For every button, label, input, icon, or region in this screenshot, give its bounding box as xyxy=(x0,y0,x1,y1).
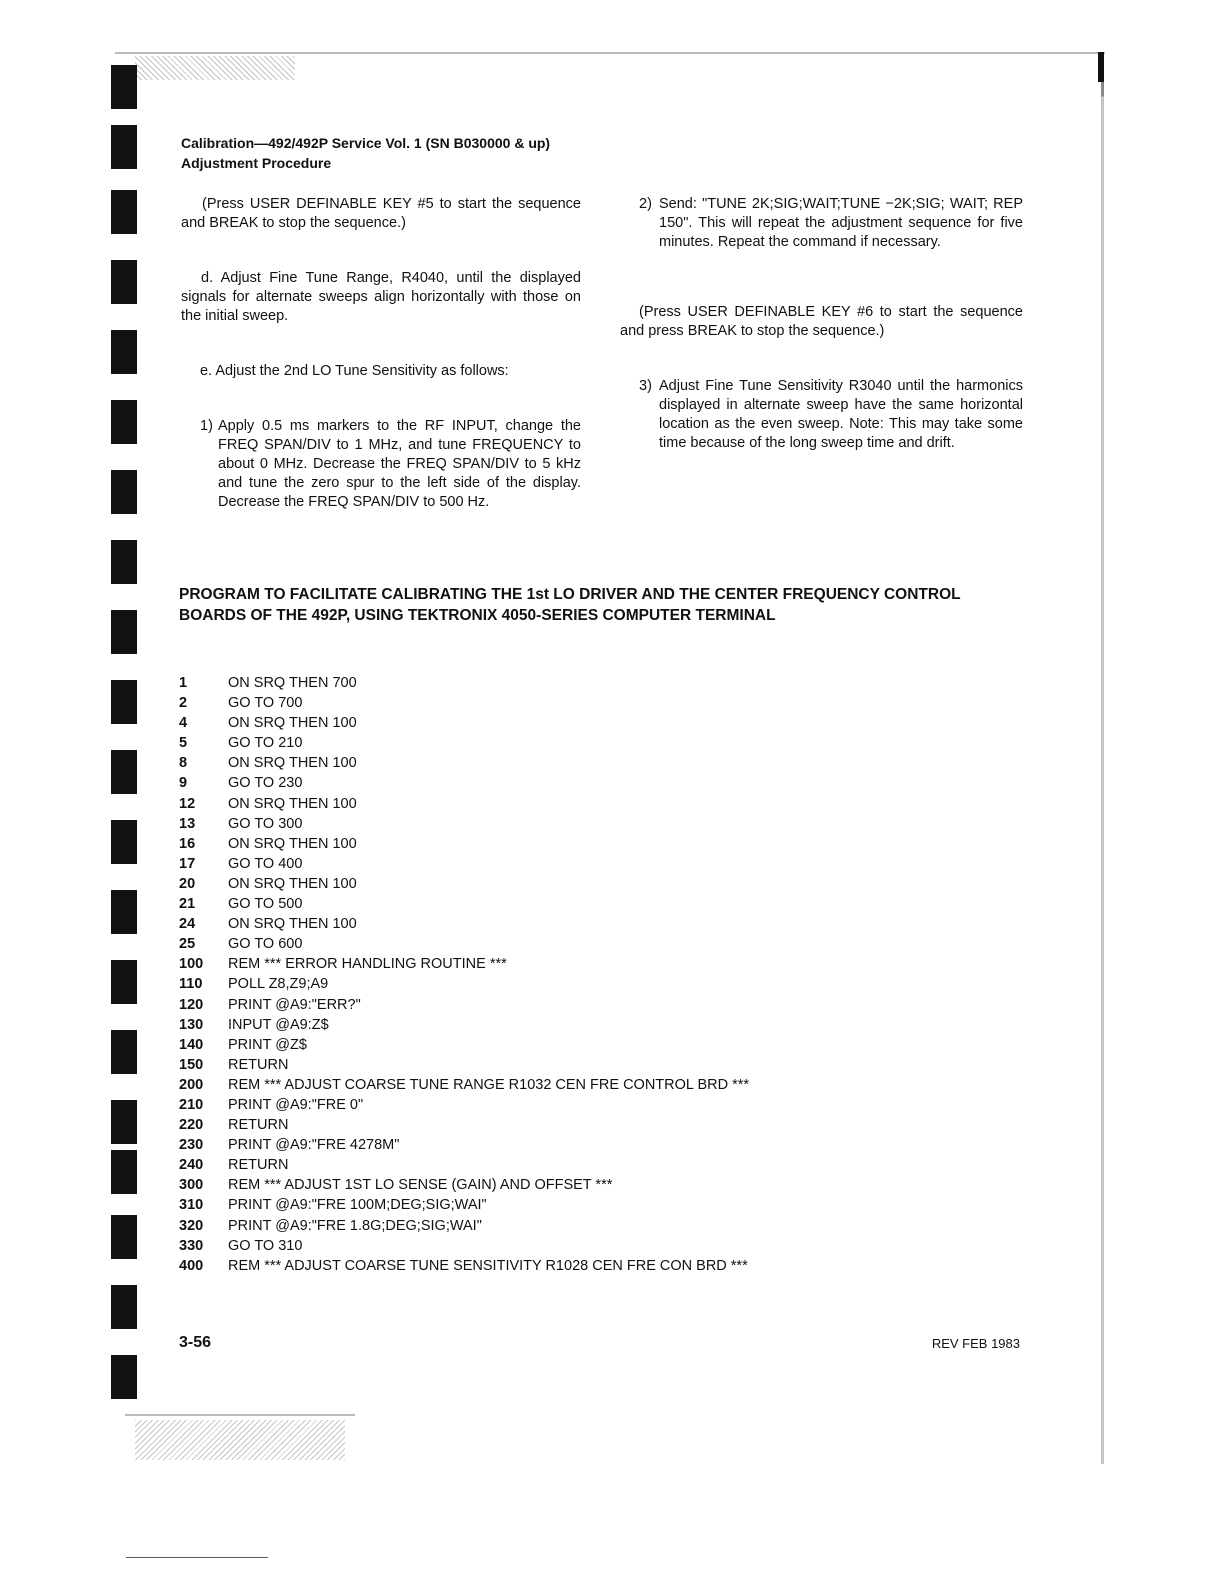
program-line xyxy=(179,673,749,693)
binder-tab xyxy=(111,400,137,444)
line-statement: REM *** ERROR HANDLING ROUTINE *** xyxy=(228,956,507,973)
line-number: 220 xyxy=(179,1117,204,1134)
line-statement: ON SRQ THEN 100 xyxy=(228,916,357,933)
program-line xyxy=(179,693,749,713)
line-statement: GO TO 500 xyxy=(228,896,303,913)
scan-noise-top xyxy=(135,56,295,80)
binder-tab xyxy=(111,330,137,374)
line-statement: ON SRQ THEN 700 xyxy=(228,675,357,691)
binder-tab xyxy=(111,1285,137,1329)
line-statement: REM *** ADJUST COARSE TUNE RANGE R1032 CEN FRE CONTROL BRD *** xyxy=(228,1076,750,1093)
program-line xyxy=(179,954,749,974)
line-statement: ON SRQ THEN 100 xyxy=(228,715,357,732)
header-subtitle: Adjustment Procedure xyxy=(181,155,332,171)
line-statement: ON SRQ THEN 100 xyxy=(228,875,357,892)
program-line xyxy=(179,1155,749,1175)
line-number: 2 xyxy=(179,695,188,712)
press-key5-note: (Press USER DEFINABLE KEY #5 to start the sequence and BREAK to stop the sequence.) xyxy=(181,196,581,231)
step-3: Adjust Fine Tune Sensitivity R3040 until the harmonics displayed in alternate sweep have the same horizontal location as the even sweep. Note: This may take some time because of the long sweep time and drift. xyxy=(659,378,1023,451)
line-number: 100 xyxy=(179,956,204,973)
line-number: 16 xyxy=(179,835,196,852)
program-line xyxy=(179,1216,749,1236)
line-number: 200 xyxy=(179,1076,204,1093)
line-statement: PRINT @A9:"FRE 0" xyxy=(228,1096,364,1113)
scan-edge-top xyxy=(115,52,1105,54)
program-line xyxy=(179,713,749,733)
binder-tab xyxy=(111,540,137,584)
binder-tab xyxy=(111,1215,137,1259)
page-right-mark xyxy=(1098,52,1104,82)
line-number: 120 xyxy=(179,996,204,1013)
line-statement: PRINT @A9:"FRE 100M;DEG;SIG;WAI" xyxy=(228,1197,487,1214)
program-line xyxy=(179,934,749,954)
program-line xyxy=(179,814,749,834)
line-number: 8 xyxy=(179,755,188,772)
program-line xyxy=(179,1135,749,1155)
line-number: 230 xyxy=(179,1137,204,1154)
line-statement: GO TO 700 xyxy=(228,695,303,712)
line-number: 12 xyxy=(179,795,196,812)
binder-tab xyxy=(111,1355,137,1399)
page-right-edge xyxy=(1101,54,1104,1464)
binder-tab xyxy=(111,190,137,234)
binder-tab xyxy=(111,750,137,794)
program-line xyxy=(179,794,749,814)
binder-tab xyxy=(111,610,137,654)
program-heading: PROGRAM TO FACILITATE CALIBRATING THE 1st LO DRIVER AND THE CENTER FREQUENCY CONTROL BOARDS OF THE 492P, USING TEKTRONIX 4050-SERIES COMPUTER TERMINAL xyxy=(179,586,961,624)
line-statement: GO TO 600 xyxy=(228,936,303,953)
line-statement: PRINT @A9:"FRE 1.8G;DEG;SIG;WAI" xyxy=(228,1217,482,1234)
program-line xyxy=(179,1075,749,1095)
step-2-number: 2) xyxy=(639,196,652,212)
line-number: 330 xyxy=(179,1237,204,1254)
line-statement: GO TO 230 xyxy=(228,775,303,792)
program-line xyxy=(179,1175,749,1195)
line-statement: PRINT @Z$ xyxy=(228,1036,307,1053)
line-number: 300 xyxy=(179,1177,204,1194)
line-number: 5 xyxy=(179,735,188,752)
program-line xyxy=(179,773,749,793)
binder-tab xyxy=(111,680,137,724)
program-line xyxy=(179,1035,749,1055)
line-statement: ON SRQ THEN 100 xyxy=(228,755,357,772)
step-e: e. Adjust the 2nd LO Tune Sensitivity as follows: xyxy=(200,363,509,379)
line-number: 24 xyxy=(179,916,196,933)
line-statement: GO TO 300 xyxy=(228,815,303,832)
line-number: 240 xyxy=(179,1157,204,1174)
page-header xyxy=(181,133,550,173)
line-number: 4 xyxy=(179,715,188,732)
program-line xyxy=(179,854,749,874)
line-number: 310 xyxy=(179,1197,204,1214)
scan-edge-bottom xyxy=(125,1414,355,1416)
binder-tab xyxy=(111,1030,137,1074)
program-line xyxy=(179,1095,749,1115)
header-title: Calibration—492/492P Service Vol. 1 (SN B030000 & up) xyxy=(181,135,551,151)
program-line xyxy=(179,894,749,914)
press-key6-note: (Press USER DEFINABLE KEY #6 to start the sequence and press BREAK to stop the sequence.) xyxy=(620,304,1023,339)
program-line xyxy=(179,1236,749,1256)
line-statement: REM *** ADJUST 1ST LO SENSE (GAIN) AND OFFSET *** xyxy=(228,1177,613,1194)
line-number: 9 xyxy=(179,775,188,792)
program-line xyxy=(179,1256,749,1276)
binder-tab xyxy=(111,125,137,169)
line-number: 20 xyxy=(179,875,196,892)
step-2: Send: "TUNE 2K;SIG;WAIT;TUNE −2K;SIG; WAIT; REP 150". This will repeat the adjustment sequence for five minutes. Repeat the command if necessary. xyxy=(659,196,1023,250)
program-line xyxy=(179,974,749,994)
program-line xyxy=(179,733,749,753)
line-statement: GO TO 210 xyxy=(228,735,303,752)
line-statement: RETURN xyxy=(228,1056,289,1073)
program-line xyxy=(179,753,749,773)
program-line xyxy=(179,1195,749,1215)
line-number: 210 xyxy=(179,1096,204,1113)
line-statement: ON SRQ THEN 100 xyxy=(228,795,357,812)
line-number: 150 xyxy=(179,1056,204,1073)
line-statement: REM *** ADJUST COARSE TUNE SENSITIVITY R1028 CEN FRE CON BRD *** xyxy=(228,1257,748,1274)
binder-tab xyxy=(111,820,137,864)
program-line xyxy=(179,995,749,1015)
line-number: 400 xyxy=(179,1257,204,1274)
line-number: 13 xyxy=(179,815,196,832)
line-number: 110 xyxy=(179,976,203,993)
binder-tab xyxy=(111,960,137,1004)
line-number: 25 xyxy=(179,936,196,953)
revision-date: REV FEB 1983 xyxy=(931,1336,1020,1351)
line-statement: RETURN xyxy=(228,1117,289,1134)
binder-tab xyxy=(111,65,137,109)
binder-tab xyxy=(111,470,137,514)
line-number: 21 xyxy=(179,896,196,913)
step-d: d. Adjust Fine Tune Range, R4040, until the displayed signals for alternate sweeps align horizontally with those on the initial sweep. xyxy=(181,270,581,324)
line-number: 140 xyxy=(179,1036,204,1053)
line-statement: ON SRQ THEN 100 xyxy=(228,835,357,852)
scan-noise-bottom xyxy=(135,1420,345,1460)
program-line xyxy=(179,1115,749,1135)
line-statement: PRINT @A9:"ERR?" xyxy=(228,996,361,1013)
binder-tab xyxy=(111,260,137,304)
program-line xyxy=(179,1055,749,1075)
program-line xyxy=(179,1015,749,1035)
program-line xyxy=(179,874,749,894)
line-statement: POLL Z8,Z9;A9 xyxy=(228,976,329,993)
page-number: 3-56 xyxy=(179,1334,212,1351)
binder-tab xyxy=(111,1150,137,1194)
line-number: 130 xyxy=(179,1016,204,1033)
program-listing xyxy=(179,673,749,1276)
line-statement: GO TO 400 xyxy=(228,855,303,872)
program-line xyxy=(179,834,749,854)
line-number: 1 xyxy=(179,675,188,691)
step-1-number: 1) xyxy=(200,418,213,434)
line-number: 320 xyxy=(179,1217,204,1234)
line-statement: GO TO 310 xyxy=(228,1237,303,1254)
line-number: 17 xyxy=(179,855,196,872)
line-statement: RETURN xyxy=(228,1157,289,1174)
binder-tab xyxy=(111,1100,137,1144)
binder-tab xyxy=(111,890,137,934)
step-3-number: 3) xyxy=(639,378,652,394)
scan-blue-line xyxy=(126,1557,268,1558)
line-statement: INPUT @A9:Z$ xyxy=(228,1016,329,1033)
line-statement: PRINT @A9:"FRE 4278M" xyxy=(228,1137,400,1154)
program-line xyxy=(179,914,749,934)
step-1: Apply 0.5 ms markers to the RF INPUT, change the FREQ SPAN/DIV to 1 MHz, and tune FREQUENCY to about 0 MHz. Decrease the FREQ SPAN/DIV to 5 kHz and tune the zero spur to the left side of the display. Decrease the FREQ SPAN/DIV to 500 Hz. xyxy=(218,418,581,510)
